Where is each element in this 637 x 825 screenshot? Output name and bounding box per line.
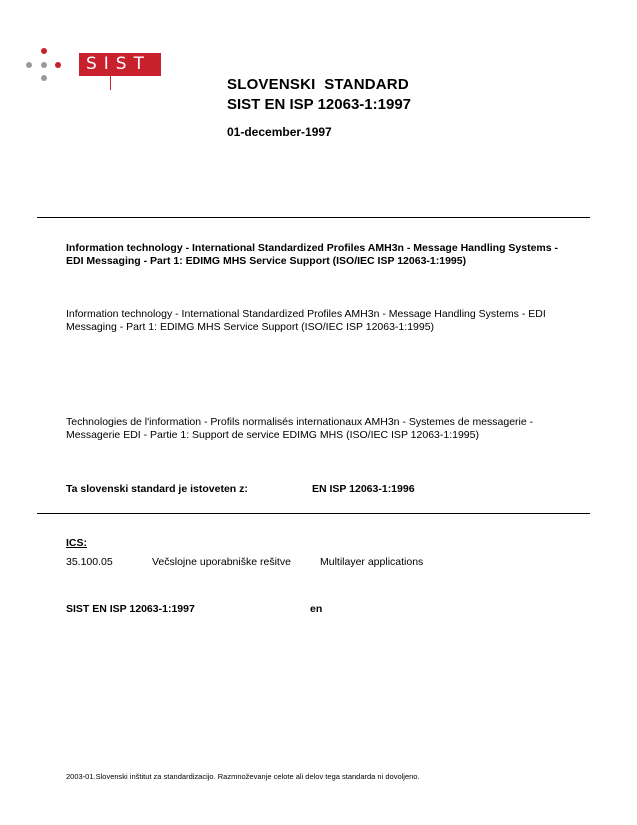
logo-dot-left [26,62,32,68]
ics-label: ICS: [66,537,87,549]
ics-english: Multilayer applications [320,556,424,568]
equivalence-label: Ta slovenski standard je istoveten z: [66,483,248,495]
reference-language: en [310,603,323,615]
title-french: Technologies de l'information - Profils normalisés internationaux AMH3n - Systemes de messagerie - Messagerie EDI - Partie 1: Support de service EDIMG MHS (ISO/IEC ISP 12063-1:1995) [66,416,534,441]
ics-code: 35.100.05 [66,556,113,568]
ics-slovenian: Večslojne uporabniške rešitve [152,556,291,568]
sist-logo-dots [24,46,64,86]
sist-logo: SIST [79,53,161,76]
reference-code: SIST EN ISP 12063-1:1997 [66,603,195,615]
standard-code: SIST EN ISP 12063-1:1997 [227,96,411,113]
top-rule [37,217,590,218]
title-english: Information technology - International Standardized Profiles AMH3n - Message Handling Systems - EDI Messaging - Part 1: EDIMG MHS Service Support (ISO/IEC ISP 12063-1:1995) [66,308,546,333]
logo-divider [110,76,111,90]
footer-copyright: 2003-01.Slovenski inštitut za standardizacijo. Razmnoževanje celote ali delov tega standarda ni dovoljeno. [66,772,420,781]
standard-date: 01-december-1997 [227,125,332,139]
logo-dot-bottom [41,75,47,81]
logo-dot-top [41,48,47,54]
standard-label: SLOVENSKI STANDARD [227,76,409,93]
title-bold: Information technology - International Standardized Profiles AMH3n - Message Handling Systems - EDI Messaging - Part 1: EDIMG MHS Service Support (ISO/IEC ISP 12063-1:1995) [66,242,559,267]
middle-rule [37,513,590,514]
logo-dot-right [55,62,61,68]
logo-dot-mid [41,62,47,68]
equivalence-value: EN ISP 12063-1:1996 [312,483,415,495]
